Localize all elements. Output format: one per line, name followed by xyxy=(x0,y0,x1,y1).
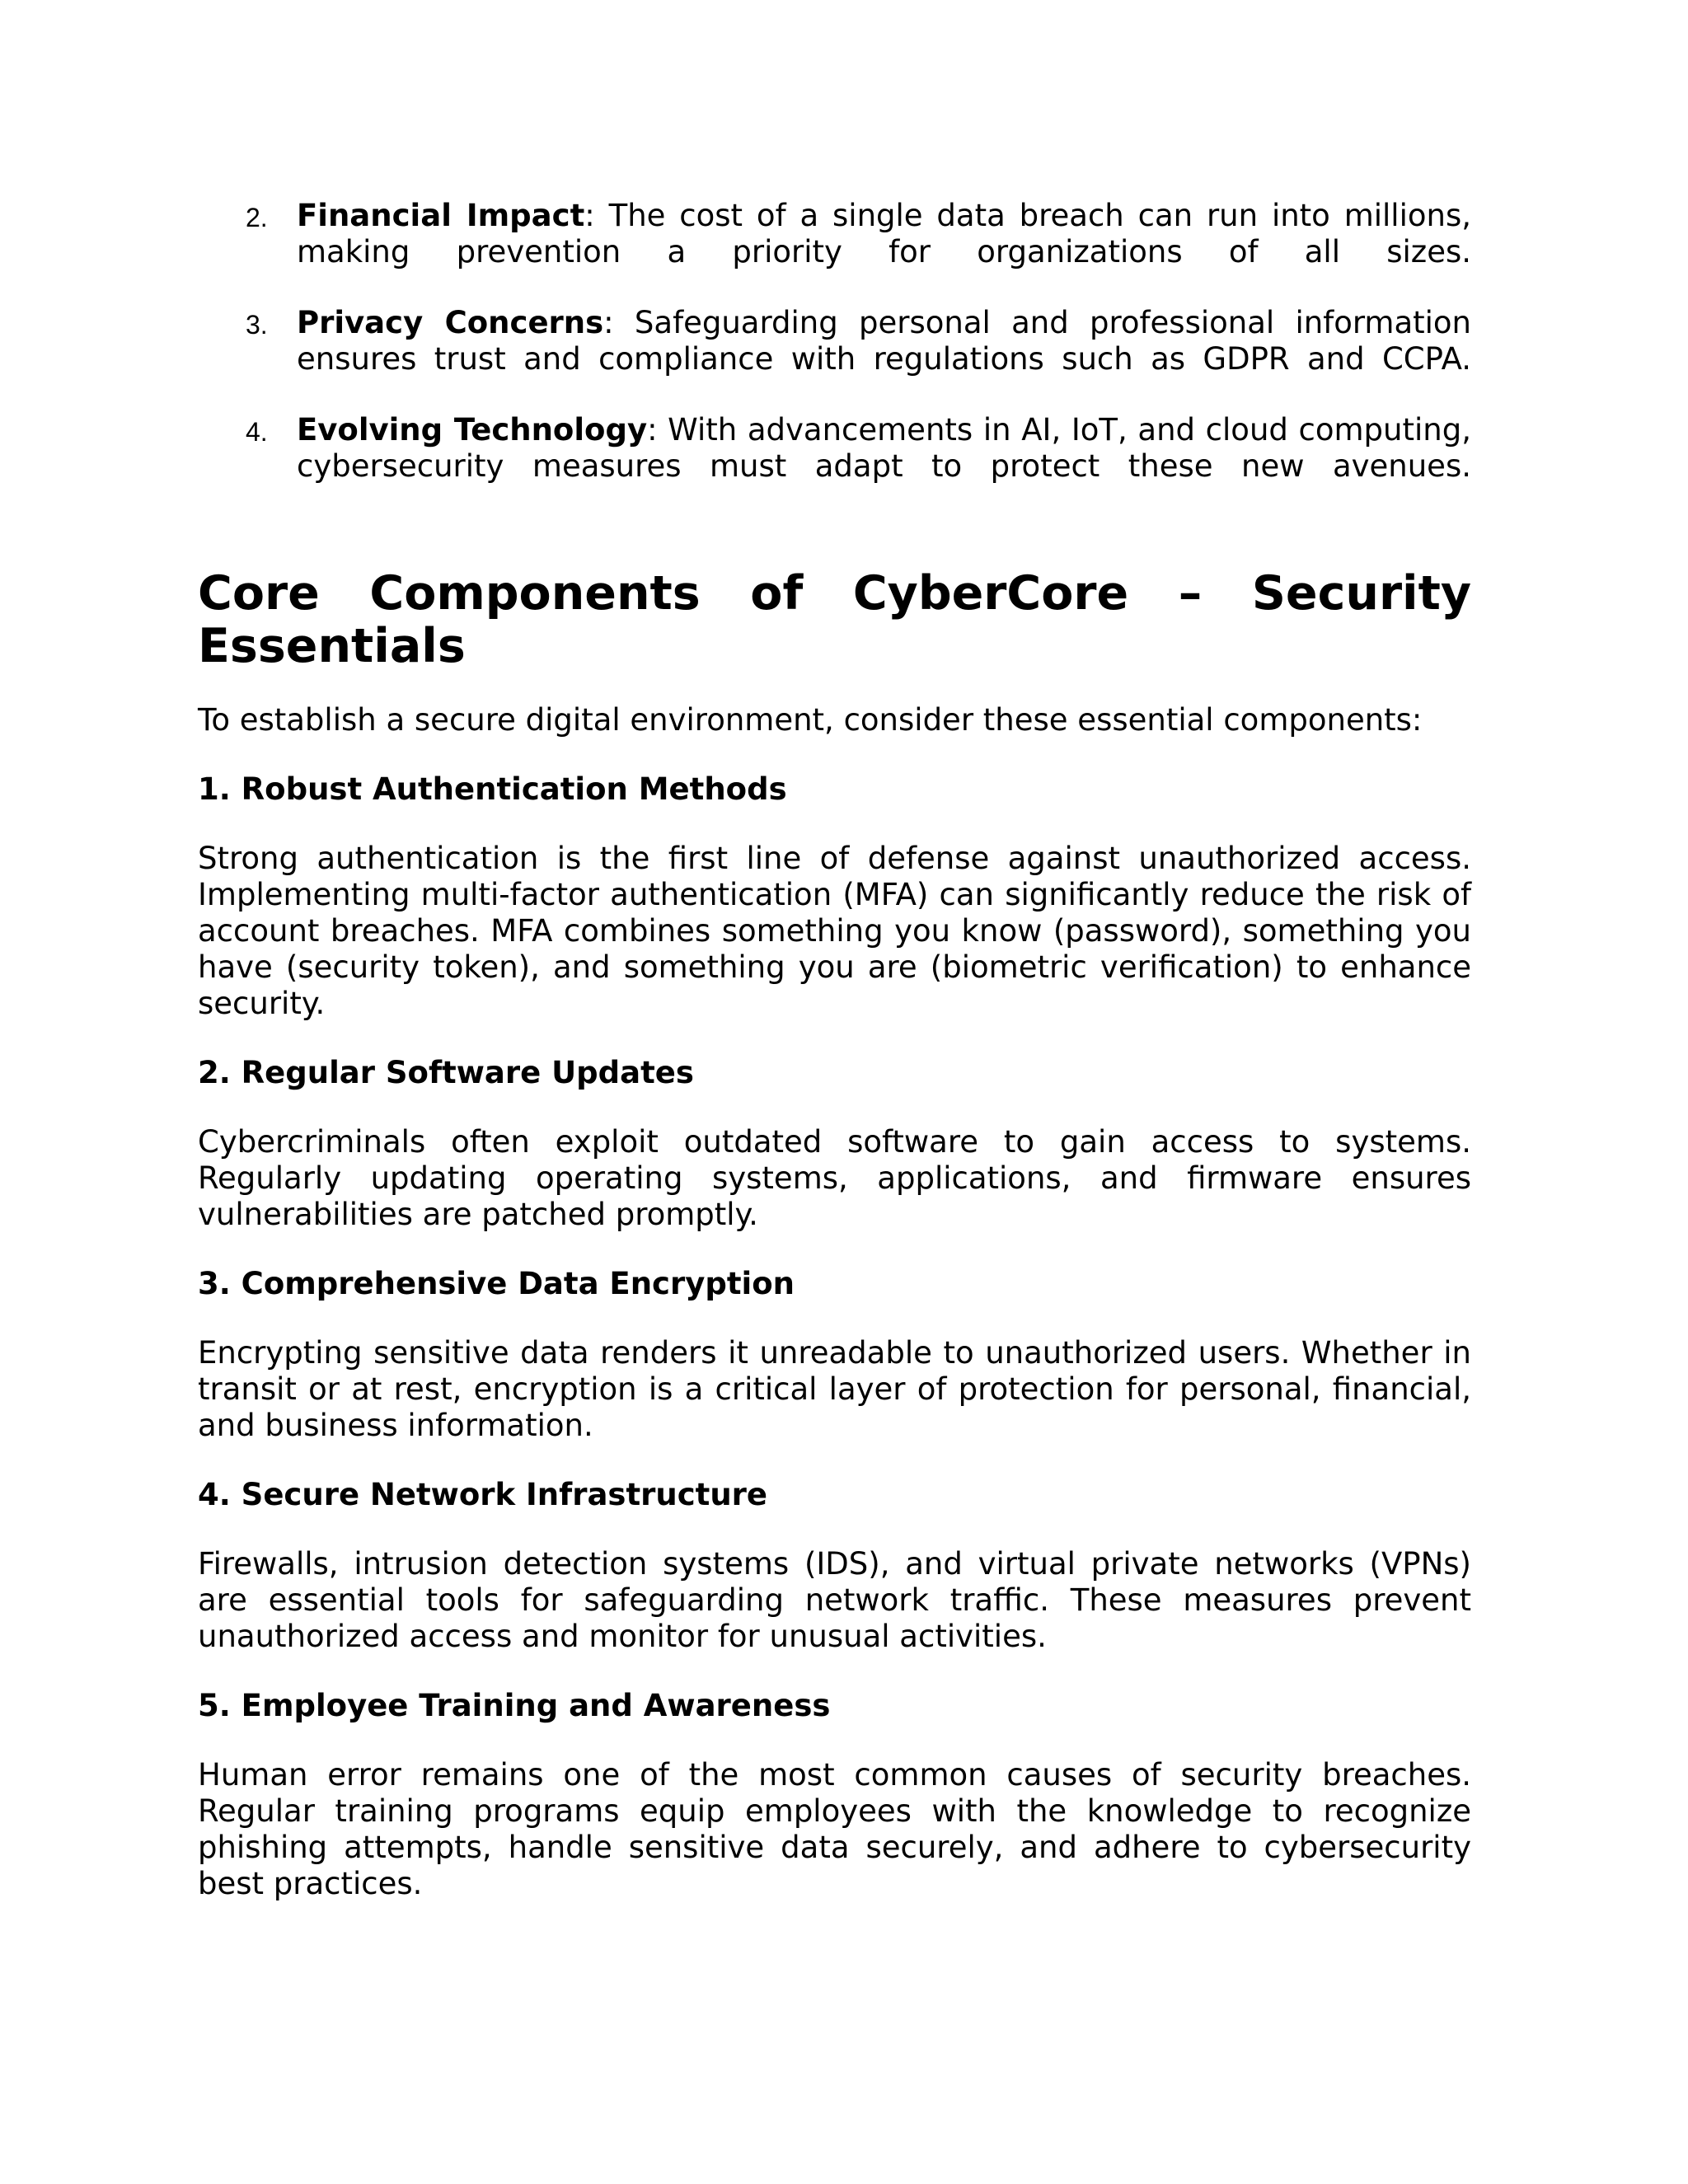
intro-paragraph: To establish a secure digital environment, consider these essential components: xyxy=(198,702,1423,738)
component-body: Strong authentication is the first line of defense against unauthorized access. Implementing multi-factor authentication (MFA) can significantly reduce the risk of account breaches. MFA combines something you know (password), something you have (security token), and something you are (biometric verification) to enhance security. xyxy=(198,841,1471,1021)
list-term: Financial Impact xyxy=(297,198,585,233)
component-body: Human error remains one of the most common causes of security breaches. Regular training programs equip employees with the knowledge to recognize phishing attempts, handle sensitive data securely, and adhere to cybersecurity best practices. xyxy=(198,1757,1471,1901)
list-number: 2. xyxy=(246,203,268,232)
component-body: Encrypting sensitive data renders it unreadable to unauthorized users. Whether in transit or at rest, encryption is a critical layer of protection for personal, financial, and business information. xyxy=(198,1335,1471,1443)
importance-list xyxy=(198,198,1471,485)
component-body: Cybercriminals often exploit outdated software to gain access to systems. Regularly updating operating systems, applications, and firmware ensures vulnerabilities are patched promptly. xyxy=(198,1124,1471,1232)
list-term: Evolving Technology xyxy=(297,412,648,448)
list-text: : With advancements in AI, IoT, and cloud computing, cybersecurity measures must adapt to protect these new avenues. xyxy=(297,412,1471,484)
component-section xyxy=(198,1266,1471,1444)
list-number: 3. xyxy=(246,310,268,340)
list-item xyxy=(198,412,1471,485)
component-title: 1. Robust Authentication Methods xyxy=(198,771,787,807)
component-title: 4. Secure Network Infrastructure xyxy=(198,1477,768,1512)
list-text: : The cost of a single data breach can run into millions, making prevention a priority for organizations of all sizes. xyxy=(297,198,1471,269)
component-section xyxy=(198,771,1471,1022)
list-item xyxy=(198,305,1471,377)
section-heading: Core Components of CyberCore – Security Essentials xyxy=(198,566,1471,673)
component-title: 2. Regular Software Updates xyxy=(198,1055,694,1090)
list-text: : Safeguarding personal and professional information ensures trust and compliance with regulations such as GDPR and CCPA. xyxy=(297,305,1472,377)
list-number: 4. xyxy=(246,417,268,447)
component-section xyxy=(198,1477,1471,1655)
page-content xyxy=(198,198,1471,1902)
list-item xyxy=(198,198,1471,270)
component-section xyxy=(198,1688,1471,1902)
list-term: Privacy Concerns xyxy=(297,305,604,340)
component-title: 5. Employee Training and Awareness xyxy=(198,1688,831,1723)
component-body: Firewalls, intrusion detection systems (IDS), and virtual private networks (VPNs) are essential tools for safeguarding network traffic. These measures prevent unauthorized access and monitor for unusual activities. xyxy=(198,1546,1471,1654)
component-section xyxy=(198,1055,1471,1233)
component-title: 3. Comprehensive Data Encryption xyxy=(198,1266,795,1301)
